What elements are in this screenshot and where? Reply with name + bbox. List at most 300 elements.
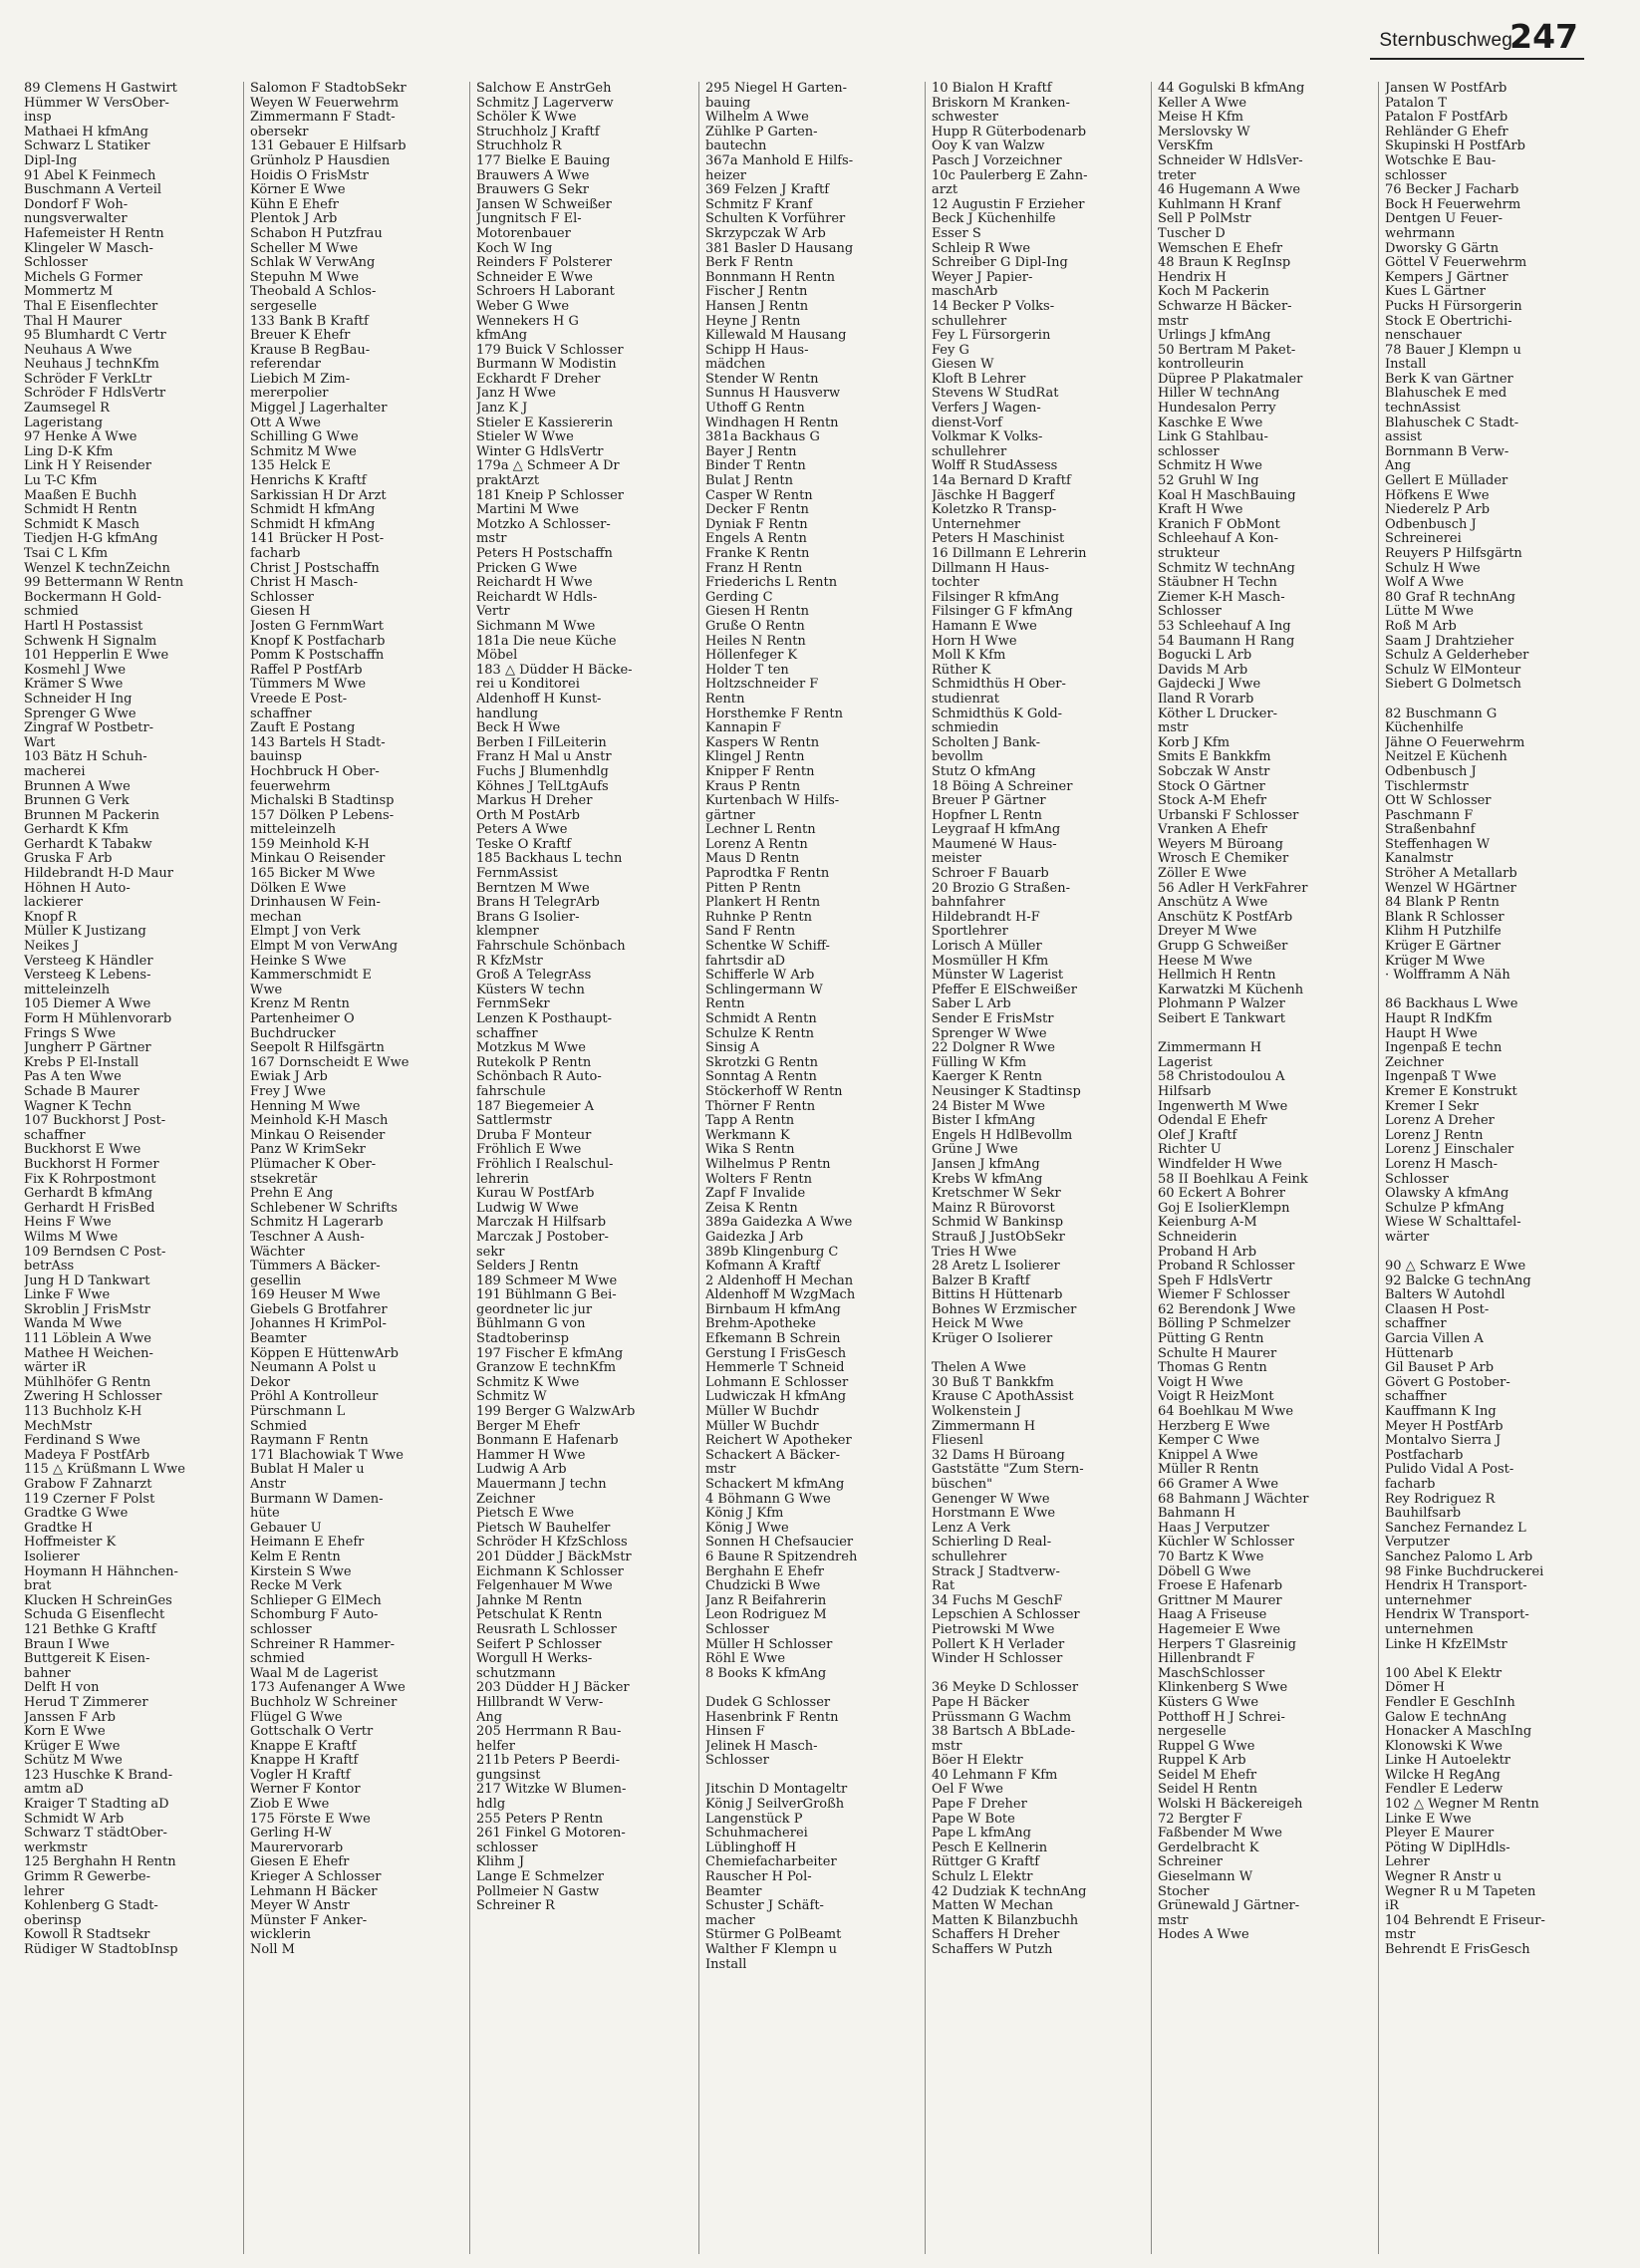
- directory-entry: Kannapin F: [705, 721, 781, 736]
- directory-entry: Wilms M Wwe: [24, 1230, 119, 1245]
- directory-entry: Jansen J kfmAng: [932, 1157, 1040, 1172]
- directory-entry: Wegner R Anstr u: [1385, 1870, 1503, 1885]
- directory-entry: Paschmann F: [1385, 808, 1474, 823]
- directory-entry: 255 Peters P Rentn: [476, 1812, 604, 1827]
- directory-entry: bahner: [24, 1666, 71, 1681]
- directory-entry: Richter U: [1158, 1143, 1222, 1158]
- directory-entry: 8 Books K kfmAng: [705, 1666, 827, 1681]
- directory-entry: Tiedjen H-G kfmAng: [24, 532, 158, 547]
- directory-entry: 20 Brozio G Straßen-: [932, 881, 1070, 896]
- directory-entry: Schipp H Haus-: [705, 343, 809, 358]
- directory-entry: Janz R Beifahrerin: [705, 1593, 827, 1608]
- directory-entry: Zöller E Wwe: [1158, 867, 1247, 882]
- directory-entry: Verputzer: [1385, 1536, 1450, 1551]
- directory-entry: Bornmann B Verw-: [1385, 444, 1509, 459]
- directory-entry: Henrichs K Kraftf: [250, 474, 367, 489]
- directory-entry: Salchow E AnstrGeh: [476, 82, 612, 96]
- directory-entry: Gellert E Müllader: [1385, 474, 1508, 489]
- directory-entry: Tümmers A Bäcker-: [250, 1260, 381, 1275]
- directory-entry: Stutz O kfmAng: [932, 764, 1036, 779]
- directory-entry: Theobald A Schlos-: [250, 285, 377, 300]
- directory-column-2: [244, 82, 470, 2254]
- directory-entry: mstr: [476, 532, 507, 547]
- directory-entry: iR: [1385, 1899, 1399, 1914]
- directory-entry: heizer: [705, 168, 746, 183]
- directory-entry: Pricken G Wwe: [476, 561, 578, 576]
- directory-entry: Linke H Autoelektr: [1385, 1754, 1511, 1769]
- directory-entry: Teske O Kraftf: [476, 837, 572, 852]
- directory-entry: Thörner F Rentn: [705, 1099, 816, 1114]
- directory-entry: Schlingermann W: [705, 983, 823, 997]
- directory-entry: Wennekers H G: [476, 314, 579, 329]
- directory-entry: Heiles N Rentn: [705, 634, 806, 649]
- directory-entry: 76 Becker J Facharb: [1385, 183, 1519, 198]
- directory-columns: [18, 82, 1622, 2254]
- directory-entry: Esser S: [932, 226, 981, 241]
- directory-entry: Pape F Dreher: [932, 1798, 1027, 1813]
- directory-entry: Holtzschneider F: [705, 678, 819, 693]
- directory-entry: Thal H Maurer: [24, 314, 123, 329]
- directory-entry: 18 Böing A Schreiner: [932, 779, 1073, 794]
- directory-entry: Plohmann P Walzer: [1158, 997, 1285, 1012]
- directory-entry: Delft H von: [24, 1681, 100, 1696]
- directory-entry: macherei: [24, 764, 86, 779]
- directory-entry: Wilhelm A Wwe: [705, 111, 809, 126]
- directory-entry: Hupp R Güterbodenarb: [932, 125, 1087, 140]
- directory-entry: 42 Dudziak K technAng: [932, 1884, 1087, 1899]
- directory-entry: 131 Gebauer E Hilfsarb: [250, 140, 407, 154]
- directory-entry: Schulze K Rentn: [705, 1026, 815, 1041]
- directory-entry: Sell P PolMstr: [1158, 212, 1251, 227]
- directory-entry: Motzkus M Wwe: [476, 1041, 586, 1056]
- directory-entry: Knopf K Postfacharb: [250, 634, 386, 649]
- directory-entry: Krieger A Schlosser: [250, 1870, 382, 1885]
- directory-entry: Schmidt H kfmAng: [250, 517, 376, 532]
- directory-entry: wärter: [1385, 1230, 1430, 1245]
- directory-entry: Schmidthüs H Ober-: [932, 678, 1066, 693]
- directory-entry: MaschSchlosser: [1158, 1666, 1265, 1681]
- directory-entry: Hartl H Postassist: [24, 619, 143, 634]
- directory-entry: Klingel J Rentn: [705, 750, 805, 765]
- directory-entry: Reuyers P Hilfsgärtn: [1385, 547, 1522, 561]
- directory-entry: wicklerin: [250, 1928, 312, 1943]
- directory-entry: Linke E Wwe: [1385, 1812, 1472, 1827]
- directory-entry: 197 Fischer E kfmAng: [476, 1346, 624, 1361]
- directory-entry: Schwarz T städtOber-: [24, 1827, 167, 1842]
- directory-entry: lackierer: [24, 896, 84, 911]
- directory-entry: Berger M Ehefr: [476, 1419, 580, 1434]
- directory-entry: Kaspers W Rentn: [705, 735, 820, 750]
- directory-entry: 171 Blachowiak T Wwe: [250, 1448, 404, 1463]
- directory-entry: 12 Augustin F Erzieher: [932, 197, 1085, 212]
- directory-entry: 217 Witzke W Blumen-: [476, 1783, 627, 1798]
- directory-entry: 32 Dams H Büroang: [932, 1448, 1065, 1463]
- directory-entry: Stöckerhoff W Rentn: [705, 1084, 843, 1099]
- directory-entry: schaffner: [476, 1026, 538, 1041]
- directory-entry: Jungnitsch F El-: [476, 212, 582, 227]
- directory-entry: mstr: [1158, 314, 1189, 329]
- directory-entry: amtm aD: [24, 1783, 84, 1798]
- directory-entry: Lorenz A Rentn: [705, 837, 808, 852]
- directory-entry: kontrolleurin: [1158, 358, 1244, 373]
- directory-entry: Birnbaum H kfmAng: [705, 1302, 841, 1317]
- directory-entry: Blahuschek C Stadt-: [1385, 416, 1519, 430]
- directory-entry: Lorenz A Dreher: [1385, 1114, 1495, 1129]
- directory-entry: Sonnen H Chefsaucier: [705, 1536, 854, 1551]
- directory-entry: 104 Behrendt E Friseur-: [1385, 1913, 1545, 1928]
- directory-entry: Haupt H Wwe: [1385, 1026, 1478, 1041]
- directory-entry: studienrat: [932, 692, 1000, 707]
- directory-entry: Proband H Arb: [1158, 1245, 1257, 1260]
- directory-entry: Reichert W Apotheker: [705, 1434, 852, 1449]
- directory-entry: 54 Baumann H Rang: [1158, 634, 1295, 649]
- directory-entry: Ferdinand S Wwe: [24, 1434, 140, 1449]
- directory-entry: Urbanski F Schlosser: [1158, 808, 1299, 823]
- directory-entry: [1385, 984, 1618, 998]
- directory-entry: Höllenfeger K: [705, 649, 798, 664]
- directory-entry: Peters H Postschaffn: [476, 547, 613, 561]
- directory-entry: · Wolfframm A Näh: [1385, 969, 1510, 984]
- directory-entry: Schroers H Laborant: [476, 285, 615, 300]
- directory-entry: 177 Bielke E Bauing: [476, 153, 611, 168]
- directory-entry: Beck H Wwe: [476, 721, 561, 736]
- page-header: [0, 0, 1640, 62]
- directory-entry: Friederichs L Rentn: [705, 576, 838, 591]
- directory-entry: 80 Graf R technAng: [1385, 590, 1515, 605]
- directory-entry: Höhnen H Auto-: [24, 881, 131, 896]
- directory-entry: Schneider H Ing: [24, 692, 133, 707]
- directory-entry: Gebauer U: [250, 1521, 322, 1536]
- directory-entry: FernmSekr: [476, 997, 550, 1012]
- directory-entry: Hammer H Wwe: [476, 1448, 586, 1463]
- directory-entry: Giesen E Ehefr: [250, 1855, 350, 1870]
- directory-entry: Lohmann E Schlosser: [705, 1375, 849, 1390]
- directory-entry: Schuster J Schäft-: [705, 1899, 824, 1914]
- directory-entry: Mathee H Weichen-: [24, 1346, 153, 1361]
- directory-entry: 133 Bank B Kraftf: [250, 314, 369, 329]
- directory-entry: Moll K Kfm: [932, 649, 1006, 664]
- directory-entry: Wilhelmus P Rentn: [705, 1157, 831, 1172]
- directory-entry: Zapf F Invalide: [705, 1187, 806, 1202]
- directory-entry: Meyer W Anstr: [250, 1899, 350, 1914]
- directory-entry: Brunnen M Packerin: [24, 808, 160, 823]
- directory-entry: Brunnen A Wwe: [24, 779, 131, 794]
- directory-entry: Berben I FilLeiterin: [476, 735, 607, 750]
- directory-entry: Straßenbahnf: [1385, 823, 1476, 838]
- directory-entry: klempner: [476, 925, 539, 940]
- directory-entry: 30 Buß T Bankkfm: [932, 1375, 1054, 1390]
- directory-entry: Seibert E Tankwart: [1158, 1012, 1285, 1026]
- directory-entry: Pöting W DiplHdls-: [1385, 1841, 1510, 1855]
- directory-entry: Beamter: [705, 1884, 762, 1899]
- directory-entry: Schentke W Schiff-: [705, 940, 830, 955]
- directory-entry: Stocher: [1158, 1884, 1210, 1899]
- directory-entry: macher: [705, 1913, 755, 1928]
- directory-entry: Gerhardt K Tabakw: [24, 837, 152, 852]
- directory-entry: Tapp A Rentn: [705, 1114, 795, 1129]
- directory-entry: Schröder F VerkLtr: [24, 372, 152, 387]
- directory-entry: feuerwehrm: [250, 779, 331, 794]
- directory-entry: Install: [705, 1957, 747, 1972]
- directory-entry: Pollmeier N Gastw: [476, 1884, 600, 1899]
- directory-entry: Strack J Stadtverw-: [932, 1564, 1060, 1579]
- directory-entry: Göttel V Feuerwehrm: [1385, 256, 1527, 271]
- directory-entry: schaffner: [250, 707, 312, 721]
- directory-entry: Briskorn M Kranken-: [932, 96, 1070, 111]
- directory-entry: Schmitz H Lagerarb: [250, 1216, 384, 1231]
- directory-entry: schmiedin: [932, 721, 999, 736]
- directory-entry: Isolierer: [24, 1550, 80, 1564]
- directory-entry: Dömer H: [1385, 1681, 1445, 1696]
- directory-entry: Wenzel K technZeichn: [24, 561, 170, 576]
- directory-entry: maschArb: [932, 285, 998, 300]
- directory-entry: Fülling W Kfm: [932, 1055, 1027, 1070]
- directory-entry: 211b Peters P Beerdi-: [476, 1754, 620, 1769]
- directory-entry: Gerling H-W: [250, 1827, 332, 1842]
- directory-entry: Schackert M kfmAng: [705, 1478, 845, 1492]
- directory-entry: Ziob E Wwe: [250, 1798, 330, 1813]
- directory-entry: Kraft H Wwe: [1158, 503, 1243, 518]
- directory-entry: fahrschule: [476, 1084, 546, 1099]
- directory-entry: Paprodtka F Rentn: [705, 867, 830, 882]
- directory-entry: Wemschen E Ehefr: [1158, 241, 1283, 256]
- directory-entry: Hildebrandt H-D Maur: [24, 867, 173, 882]
- directory-entry: Zühlke P Garten-: [705, 125, 818, 140]
- directory-entry: Zwering H Schlosser: [24, 1390, 162, 1405]
- directory-entry: Grabow F Zahnarzt: [24, 1478, 152, 1492]
- directory-entry: Schreinerei: [1385, 532, 1462, 547]
- directory-entry: 261 Finkel G Motoren-: [476, 1827, 626, 1842]
- directory-entry: Schade B Maurer: [24, 1084, 139, 1099]
- directory-entry: Gerhardt K Kfm: [24, 823, 130, 838]
- directory-entry: Hinsen F: [705, 1725, 765, 1740]
- directory-entry: Rüttger G Kraftf: [932, 1855, 1040, 1870]
- directory-entry: Seidel M Ehefr: [1158, 1768, 1257, 1783]
- directory-entry: obersekr: [250, 125, 309, 140]
- directory-entry: 14 Becker P Volks-: [932, 299, 1055, 314]
- directory-entry: Fey L Fürsorgerin: [932, 329, 1051, 344]
- directory-entry: Fischer J Rentn: [705, 285, 808, 300]
- directory-entry: Bockermann H Gold-: [24, 590, 161, 605]
- directory-entry: Hildebrandt H-F: [932, 910, 1040, 925]
- directory-entry: Stürmer G PolBeamt: [705, 1928, 842, 1943]
- directory-entry: Smits E Bankkfm: [1158, 750, 1271, 765]
- directory-entry: Brauwers A Wwe: [476, 168, 590, 183]
- directory-entry: Vranken A Ehefr: [1158, 823, 1267, 838]
- directory-entry: Brehm-Apotheke: [705, 1317, 816, 1332]
- directory-entry: Klihm J: [476, 1855, 525, 1870]
- directory-entry: Versteeg K Händler: [24, 954, 153, 969]
- directory-entry: Haag A Friseuse: [1158, 1608, 1267, 1623]
- directory-entry: Köther L Drucker-: [1158, 707, 1278, 721]
- directory-entry: Thelen A Wwe: [932, 1361, 1026, 1376]
- directory-entry: Meinhold K-H Masch: [250, 1114, 389, 1129]
- directory-entry: Grüne J Wwe: [932, 1143, 1018, 1158]
- directory-entry: Schütz M Wwe: [24, 1754, 123, 1769]
- directory-entry: 100 Abel K Elektr: [1385, 1666, 1503, 1681]
- directory-entry: Sobczak W Anstr: [1158, 764, 1270, 779]
- directory-entry: geordneter lic jur: [476, 1302, 593, 1317]
- directory-entry: Brans H TelegrArb: [476, 896, 600, 911]
- directory-entry: Goj E IsolierKlempn: [1158, 1201, 1290, 1216]
- directory-entry: 295 Niegel H Garten-: [705, 82, 847, 96]
- directory-entry: Buschmann A Verteil: [24, 183, 162, 198]
- directory-entry: Christ H Masch-: [250, 576, 358, 591]
- directory-entry: Frings S Wwe: [24, 1026, 117, 1041]
- directory-entry: Krause B RegBau-: [250, 343, 371, 358]
- directory-entry: Müller W Buchdr: [705, 1405, 819, 1420]
- directory-entry: Reusrath L Schlosser: [476, 1622, 617, 1637]
- directory-entry: 97 Henke A Wwe: [24, 430, 137, 445]
- directory-entry: Koch M Packerin: [1158, 285, 1269, 300]
- directory-entry: Schmied: [250, 1419, 308, 1434]
- directory-entry: Pfeffer E ElSchweißer: [932, 983, 1077, 997]
- directory-entry: Kowoll R Stadtsekr: [24, 1928, 150, 1943]
- directory-entry: Blahuschek E med: [1385, 387, 1507, 402]
- directory-entry: Engels H HdlBevollm: [932, 1128, 1073, 1143]
- directory-entry: Kofmann A Kraftf: [705, 1260, 821, 1275]
- directory-entry: Filsinger R kfmAng: [932, 590, 1059, 605]
- directory-entry: Schulz W ElMonteur: [1385, 663, 1521, 678]
- directory-entry: Winder H Schlosser: [932, 1652, 1063, 1667]
- directory-entry: Fendler E Lederw: [1385, 1783, 1503, 1798]
- directory-entry: Strauß J JustObSekr: [932, 1230, 1065, 1245]
- directory-entry: Sprenger W Wwe: [932, 1026, 1047, 1041]
- directory-entry: Schmidt W Arb: [24, 1812, 125, 1827]
- directory-entry: Hümmer W VersOber-: [24, 96, 169, 111]
- directory-entry: Pollert K H Verlader: [932, 1637, 1065, 1652]
- directory-entry: mädchen: [705, 358, 766, 373]
- directory-entry: Zaumsegel R: [24, 402, 110, 417]
- directory-entry: Felgenhauer M Wwe: [476, 1579, 613, 1594]
- directory-entry: Bölling P Schmelzer: [1158, 1317, 1291, 1332]
- directory-entry: Selders J Rentn: [476, 1260, 579, 1275]
- directory-entry: 4 Böhmann G Wwe: [705, 1492, 831, 1507]
- directory-entry: Giebels G Brotfahrer: [250, 1302, 388, 1317]
- directory-entry: Gruska F Arb: [24, 852, 113, 867]
- directory-entry: Kirstein S Wwe: [250, 1564, 352, 1579]
- directory-entry: Stepuhn M Wwe: [250, 270, 360, 285]
- directory-entry: Hoymann H Hähnchen-: [24, 1564, 178, 1579]
- directory-entry: Küchler W Schlosser: [1158, 1536, 1294, 1551]
- directory-entry: 175 Förste E Wwe: [250, 1812, 371, 1827]
- directory-entry: 95 Blumhardt C Vertr: [24, 329, 166, 344]
- directory-entry: 91 Abel K Feinmech: [24, 168, 156, 183]
- directory-entry: Binder T Rentn: [705, 459, 806, 474]
- directory-entry: Groß A TelegrAss: [476, 969, 592, 984]
- directory-entry: Anstr: [250, 1478, 286, 1492]
- directory-entry: Hillenbrandt F: [1158, 1652, 1255, 1667]
- directory-entry: Schmitz W: [476, 1390, 547, 1405]
- directory-entry: Brans G Isolier-: [476, 910, 580, 925]
- directory-entry: Voigt R HeizMont: [1158, 1390, 1274, 1405]
- directory-entry: VersKfm: [1158, 140, 1214, 154]
- directory-entry: Tischlermstr: [1385, 779, 1469, 794]
- directory-entry: König J Kfm: [705, 1507, 784, 1522]
- directory-entry: Ludwig A Arb: [476, 1463, 567, 1478]
- directory-entry: Schlosser: [1158, 605, 1222, 620]
- directory-entry: Ling D-K Kfm: [24, 444, 114, 459]
- directory-entry: Lehrer: [1385, 1855, 1430, 1870]
- directory-entry: Werner F Kontor: [250, 1783, 361, 1798]
- directory-entry: Install: [1385, 358, 1427, 373]
- directory-entry: Hoidis O FrisMstr: [250, 168, 369, 183]
- directory-entry: büschen": [932, 1478, 993, 1492]
- directory-entry: 367a Manhold E Hilfs-: [705, 153, 854, 168]
- directory-entry: Dentgen U Feuer-: [1385, 212, 1503, 227]
- directory-entry: Jung H D Tankwart: [24, 1274, 150, 1288]
- directory-entry: Link H Y Reisender: [24, 459, 151, 474]
- directory-entry: Ott A Wwe: [250, 416, 321, 430]
- directory-entry: Elmpt J von Verk: [250, 925, 361, 940]
- directory-entry: Eichmann K Schlosser: [476, 1564, 624, 1579]
- directory-entry: Kremer E Konstrukt: [1385, 1084, 1517, 1099]
- directory-entry: Winter G HdlsVertr: [476, 444, 604, 459]
- directory-entry: Janz H Wwe: [476, 387, 556, 402]
- directory-entry: schlosser: [1385, 168, 1447, 183]
- directory-entry: Ang: [476, 1710, 503, 1725]
- directory-entry: Hasenbrink F Rentn: [705, 1710, 839, 1725]
- directory-entry: Schleehauf A Kon-: [1158, 532, 1279, 547]
- directory-entry: Michalski B Stadtinsp: [250, 794, 395, 809]
- directory-entry: betrAss: [24, 1260, 75, 1275]
- directory-entry: Pütting G Rentn: [1158, 1332, 1264, 1347]
- directory-entry: mitteleinzelh: [250, 823, 337, 838]
- directory-entry: Sarkissian H Dr Arzt: [250, 488, 387, 503]
- directory-entry: Schlosser: [24, 256, 88, 271]
- directory-entry: Heins F Wwe: [24, 1216, 112, 1231]
- directory-entry: Volkmar K Volks-: [932, 430, 1043, 445]
- directory-entry: Jitschin D Montageltr: [705, 1783, 848, 1798]
- directory-entry: Janssen F Arb: [24, 1710, 116, 1725]
- directory-entry: Kanalmstr: [1385, 852, 1454, 867]
- directory-entry: Skrzypczak W Arb: [705, 226, 826, 241]
- directory-entry: Zimmermann H: [932, 1419, 1036, 1434]
- directory-entry: Bock H Feuerwehrm: [1385, 197, 1521, 212]
- directory-entry: rei u Konditorei: [476, 678, 580, 693]
- directory-entry: gungsinst: [476, 1768, 541, 1783]
- directory-entry: Kosmehl J Wwe: [24, 663, 127, 678]
- directory-entry: Raffel P PostfArb: [250, 663, 363, 678]
- directory-entry: Scholten J Bank-: [932, 735, 1041, 750]
- directory-entry: Herzberg E Wwe: [1158, 1419, 1270, 1434]
- directory-entry: mechan: [250, 910, 302, 925]
- directory-entry: Heinke S Wwe: [250, 954, 347, 969]
- directory-entry: Decker F Rentn: [705, 503, 809, 518]
- directory-entry: Tsai C L Kfm: [24, 547, 109, 561]
- directory-entry: Köppen E HüttenwArb: [250, 1346, 399, 1361]
- directory-entry: Aldenhoff M WzgMach: [705, 1288, 856, 1303]
- directory-entry: bautechn: [705, 140, 767, 154]
- directory-entry: 36 Meyke D Schlosser: [932, 1681, 1079, 1696]
- directory-entry: Krüger M Wwe: [1385, 954, 1486, 969]
- directory-entry: schlosser: [250, 1622, 312, 1637]
- directory-entry: schwester: [932, 111, 998, 126]
- directory-entry: 183 △ Düdder H Bäcke-: [476, 663, 633, 678]
- directory-entry: Josten G FernmWart: [250, 619, 384, 634]
- directory-entry: Niederelz P Arb: [1385, 503, 1491, 518]
- directory-entry: Henning M Wwe: [250, 1099, 361, 1114]
- directory-entry: Kurtenbach W Hilfs-: [705, 794, 840, 809]
- directory-entry: Kaerger K Rentn: [932, 1070, 1043, 1085]
- directory-entry: fahrtsdir aD: [705, 954, 786, 969]
- directory-entry: Sichmann M Wwe: [476, 619, 596, 634]
- directory-entry: Giesen W: [932, 358, 994, 373]
- directory-entry: Chemiefacharbeiter: [705, 1855, 837, 1870]
- directory-entry: Kretschmer W Sekr: [932, 1187, 1061, 1202]
- directory-entry: Motzko A Schlosser-: [476, 517, 611, 532]
- directory-column-3: [470, 82, 699, 2254]
